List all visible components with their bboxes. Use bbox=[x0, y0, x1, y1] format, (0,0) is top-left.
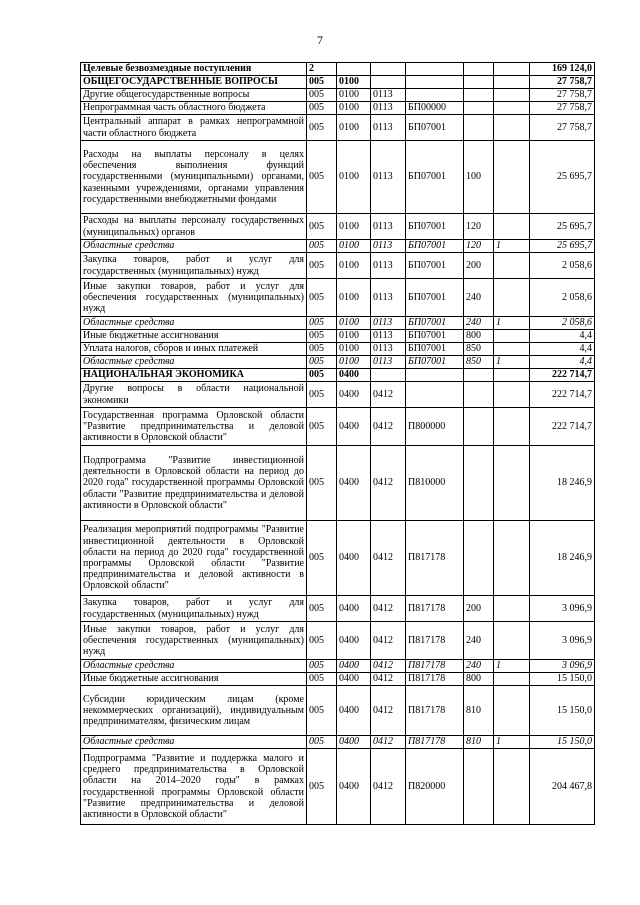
amount-cell: 3 096,9 bbox=[530, 660, 595, 673]
table-row bbox=[81, 521, 595, 596]
target-article-cell: БП07001 bbox=[406, 330, 464, 343]
expense-type-cell bbox=[464, 446, 494, 521]
row-name-cell: Иные бюджетные ассигнования bbox=[81, 673, 307, 686]
expense-type-cell bbox=[464, 63, 494, 76]
row-name-cell: Областные средства bbox=[81, 660, 307, 673]
funding-source-cell: 1 bbox=[494, 660, 530, 673]
subsection-code-cell: 0113 bbox=[371, 343, 406, 356]
ministry-code-cell: 005 bbox=[307, 214, 337, 240]
ministry-code-cell: 005 bbox=[307, 673, 337, 686]
table-row bbox=[81, 749, 595, 825]
expense-type-cell: 120 bbox=[464, 240, 494, 253]
target-article-cell: БП07001 bbox=[406, 356, 464, 369]
amount-cell: 25 695,7 bbox=[530, 141, 595, 214]
section-code-cell: 0400 bbox=[337, 596, 371, 622]
funding-source-cell: 1 bbox=[494, 317, 530, 330]
expense-type-cell: 100 bbox=[464, 141, 494, 214]
funding-source-cell bbox=[494, 749, 530, 825]
target-article-cell: БП07001 bbox=[406, 141, 464, 214]
ministry-code-cell: 005 bbox=[307, 253, 337, 279]
expense-type-cell: 240 bbox=[464, 317, 494, 330]
subsection-code-cell bbox=[371, 63, 406, 76]
table-row bbox=[81, 141, 595, 214]
subsection-code-cell: 0412 bbox=[371, 521, 406, 596]
ministry-code-cell: 005 bbox=[307, 660, 337, 673]
subsection-code-cell: 0412 bbox=[371, 596, 406, 622]
subsection-code-cell: 0113 bbox=[371, 279, 406, 317]
funding-source-cell bbox=[494, 102, 530, 115]
expense-type-cell bbox=[464, 749, 494, 825]
expense-type-cell bbox=[464, 521, 494, 596]
row-name-cell: Иные закупки товаров, работ и услуг для обеспечения государственных (муниципальных) нужд bbox=[81, 279, 307, 317]
section-code-cell bbox=[337, 63, 371, 76]
row-name-cell: ОБЩЕГОСУДАРСТВЕННЫЕ ВОПРОСЫ bbox=[81, 76, 307, 89]
page-number: 7 bbox=[317, 33, 323, 47]
subsection-code-cell: 0113 bbox=[371, 141, 406, 214]
subsection-code-cell: 0412 bbox=[371, 382, 406, 408]
section-code-cell: 0400 bbox=[337, 749, 371, 825]
amount-cell: 169 124,0 bbox=[530, 63, 595, 76]
amount-cell: 27 758,7 bbox=[530, 102, 595, 115]
target-article-cell: П800000 bbox=[406, 408, 464, 446]
target-article-cell: БП07001 bbox=[406, 240, 464, 253]
target-article-cell bbox=[406, 76, 464, 89]
amount-cell: 222 714,7 bbox=[530, 382, 595, 408]
table-row bbox=[81, 596, 595, 622]
subsection-code-cell: 0412 bbox=[371, 408, 406, 446]
funding-source-cell bbox=[494, 343, 530, 356]
row-name-cell: Областные средства bbox=[81, 317, 307, 330]
amount-cell: 2 058,6 bbox=[530, 317, 595, 330]
funding-source-cell bbox=[494, 369, 530, 382]
subsection-code-cell: 0113 bbox=[371, 317, 406, 330]
amount-cell: 4,4 bbox=[530, 356, 595, 369]
ministry-code-cell: 005 bbox=[307, 279, 337, 317]
row-name-cell: Закупка товаров, работ и услуг для государственных (муниципальных) нужд bbox=[81, 253, 307, 279]
row-name-cell: Непрограммная часть областного бюджета bbox=[81, 102, 307, 115]
table-row bbox=[81, 89, 595, 102]
table-row bbox=[81, 686, 595, 736]
amount-cell: 18 246,9 bbox=[530, 521, 595, 596]
target-article-cell bbox=[406, 89, 464, 102]
target-article-cell: П817178 bbox=[406, 596, 464, 622]
funding-source-cell bbox=[494, 382, 530, 408]
row-name-cell: Уплата налогов, сборов и иных платежей bbox=[81, 343, 307, 356]
subsection-code-cell: 0113 bbox=[371, 330, 406, 343]
table-row bbox=[81, 317, 595, 330]
funding-source-cell bbox=[494, 141, 530, 214]
section-code-cell: 0400 bbox=[337, 622, 371, 660]
target-article-cell bbox=[406, 369, 464, 382]
expense-type-cell bbox=[464, 115, 494, 141]
funding-source-cell bbox=[494, 330, 530, 343]
section-code-cell: 0400 bbox=[337, 382, 371, 408]
funding-source-cell: 1 bbox=[494, 240, 530, 253]
section-code-cell: 0100 bbox=[337, 317, 371, 330]
ministry-code-cell: 005 bbox=[307, 343, 337, 356]
section-code-cell: 0400 bbox=[337, 736, 371, 749]
section-code-cell: 0400 bbox=[337, 446, 371, 521]
section-code-cell: 0400 bbox=[337, 369, 371, 382]
row-name-cell: Закупка товаров, работ и услуг для государственных (муниципальных) нужд bbox=[81, 596, 307, 622]
ministry-code-cell: 005 bbox=[307, 76, 337, 89]
row-name-cell: Государственная программа Орловской области "Развитие предпринимательства и деловой активности в Орловской области" bbox=[81, 408, 307, 446]
expense-type-cell: 240 bbox=[464, 279, 494, 317]
target-article-cell: П817178 bbox=[406, 736, 464, 749]
section-code-cell: 0400 bbox=[337, 686, 371, 736]
target-article-cell bbox=[406, 382, 464, 408]
expense-type-cell: 240 bbox=[464, 660, 494, 673]
target-article-cell: П820000 bbox=[406, 749, 464, 825]
target-article-cell: БП07001 bbox=[406, 279, 464, 317]
table-row bbox=[81, 253, 595, 279]
subsection-code-cell: 0412 bbox=[371, 660, 406, 673]
ministry-code-cell: 005 bbox=[307, 89, 337, 102]
section-code-cell: 0100 bbox=[337, 253, 371, 279]
ministry-code-cell: 005 bbox=[307, 102, 337, 115]
amount-cell: 15 150,0 bbox=[530, 736, 595, 749]
section-code-cell: 0400 bbox=[337, 673, 371, 686]
amount-cell: 4,4 bbox=[530, 330, 595, 343]
target-article-cell: БП00000 bbox=[406, 102, 464, 115]
section-code-cell: 0100 bbox=[337, 214, 371, 240]
table-row bbox=[81, 330, 595, 343]
funding-source-cell bbox=[494, 214, 530, 240]
row-name-cell: Областные средства bbox=[81, 356, 307, 369]
section-code-cell: 0400 bbox=[337, 408, 371, 446]
amount-cell: 18 246,9 bbox=[530, 446, 595, 521]
ministry-code-cell: 005 bbox=[307, 317, 337, 330]
table-row bbox=[81, 408, 595, 446]
table-row bbox=[81, 622, 595, 660]
ministry-code-cell: 005 bbox=[307, 446, 337, 521]
funding-source-cell bbox=[494, 686, 530, 736]
target-article-cell: П810000 bbox=[406, 446, 464, 521]
table-row bbox=[81, 446, 595, 521]
section-code-cell: 0100 bbox=[337, 115, 371, 141]
table-row bbox=[81, 343, 595, 356]
amount-cell: 2 058,6 bbox=[530, 253, 595, 279]
table-row bbox=[81, 102, 595, 115]
row-name-cell: Другие вопросы в области национальной экономики bbox=[81, 382, 307, 408]
subsection-code-cell: 0113 bbox=[371, 89, 406, 102]
section-code-cell: 0100 bbox=[337, 102, 371, 115]
target-article-cell: П817178 bbox=[406, 673, 464, 686]
target-article-cell: БП07001 bbox=[406, 343, 464, 356]
expense-type-cell: 240 bbox=[464, 622, 494, 660]
budget-table bbox=[80, 62, 595, 825]
ministry-code-cell: 005 bbox=[307, 356, 337, 369]
ministry-code-cell: 005 bbox=[307, 330, 337, 343]
table-row bbox=[81, 356, 595, 369]
funding-source-cell bbox=[494, 673, 530, 686]
subsection-code-cell: 0412 bbox=[371, 686, 406, 736]
amount-cell: 222 714,7 bbox=[530, 369, 595, 382]
expense-type-cell: 850 bbox=[464, 356, 494, 369]
amount-cell: 3 096,9 bbox=[530, 622, 595, 660]
ministry-code-cell: 005 bbox=[307, 521, 337, 596]
expense-type-cell: 200 bbox=[464, 596, 494, 622]
expense-type-cell bbox=[464, 408, 494, 446]
expense-type-cell bbox=[464, 102, 494, 115]
target-article-cell bbox=[406, 63, 464, 76]
amount-cell: 25 695,7 bbox=[530, 214, 595, 240]
amount-cell: 15 150,0 bbox=[530, 686, 595, 736]
budget-table-body bbox=[81, 63, 595, 825]
expense-type-cell: 810 bbox=[464, 686, 494, 736]
amount-cell: 3 096,9 bbox=[530, 596, 595, 622]
table-row bbox=[81, 660, 595, 673]
table-row bbox=[81, 369, 595, 382]
row-name-cell: Областные средства bbox=[81, 240, 307, 253]
expense-type-cell bbox=[464, 76, 494, 89]
amount-cell: 222 714,7 bbox=[530, 408, 595, 446]
amount-cell: 25 695,7 bbox=[530, 240, 595, 253]
subsection-code-cell bbox=[371, 76, 406, 89]
row-name-cell: Субсидии юридическим лицам (кроме некоммерческих организаций), индивидуальным предпринимателям, физическим лицам bbox=[81, 686, 307, 736]
ministry-code-cell: 005 bbox=[307, 115, 337, 141]
section-code-cell: 0100 bbox=[337, 76, 371, 89]
ministry-code-cell: 005 bbox=[307, 382, 337, 408]
ministry-code-cell: 005 bbox=[307, 749, 337, 825]
section-code-cell: 0100 bbox=[337, 240, 371, 253]
funding-source-cell bbox=[494, 253, 530, 279]
funding-source-cell bbox=[494, 76, 530, 89]
ministry-code-cell: 005 bbox=[307, 369, 337, 382]
target-article-cell: БП07001 bbox=[406, 253, 464, 279]
amount-cell: 204 467,8 bbox=[530, 749, 595, 825]
amount-cell: 27 758,7 bbox=[530, 76, 595, 89]
funding-source-cell bbox=[494, 63, 530, 76]
expense-type-cell: 800 bbox=[464, 330, 494, 343]
row-name-cell: Расходы на выплаты персоналу государственных (муниципальных) органов bbox=[81, 214, 307, 240]
funding-source-cell bbox=[494, 115, 530, 141]
section-code-cell: 0400 bbox=[337, 521, 371, 596]
subsection-code-cell: 0412 bbox=[371, 673, 406, 686]
amount-cell: 2 058,6 bbox=[530, 279, 595, 317]
target-article-cell: П817178 bbox=[406, 521, 464, 596]
ministry-code-cell: 005 bbox=[307, 141, 337, 214]
subsection-code-cell bbox=[371, 369, 406, 382]
ministry-code-cell: 2 bbox=[307, 63, 337, 76]
subsection-code-cell: 0113 bbox=[371, 356, 406, 369]
subsection-code-cell: 0412 bbox=[371, 749, 406, 825]
row-name-cell: Центральный аппарат в рамках непрограммной части областного бюджета bbox=[81, 115, 307, 141]
table-row bbox=[81, 382, 595, 408]
ministry-code-cell: 005 bbox=[307, 240, 337, 253]
subsection-code-cell: 0412 bbox=[371, 446, 406, 521]
amount-cell: 4,4 bbox=[530, 343, 595, 356]
target-article-cell: БП07001 bbox=[406, 214, 464, 240]
expense-type-cell: 810 bbox=[464, 736, 494, 749]
ministry-code-cell: 005 bbox=[307, 736, 337, 749]
section-code-cell: 0100 bbox=[337, 343, 371, 356]
row-name-cell: Иные бюджетные ассигнования bbox=[81, 330, 307, 343]
subsection-code-cell: 0412 bbox=[371, 736, 406, 749]
table-row bbox=[81, 736, 595, 749]
row-name-cell: Реализация мероприятий подпрограммы "Развитие инвестиционной деятельности в Орловской области на период до 2020 года" государственной программы Орловской области "Развитие предпринимательства и деловой активности в Орловской области" bbox=[81, 521, 307, 596]
row-name-cell: Подпрограмма "Развитие и поддержка малого и среднего предпринимательства в Орловской области на 2014–2020 годы" в рамках государственной программы Орловской области "Развитие предпринимательства и деловой активности в Орловской области" bbox=[81, 749, 307, 825]
table-row bbox=[81, 76, 595, 89]
target-article-cell: БП07001 bbox=[406, 115, 464, 141]
amount-cell: 27 758,7 bbox=[530, 89, 595, 102]
target-article-cell: П817178 bbox=[406, 622, 464, 660]
subsection-code-cell: 0113 bbox=[371, 253, 406, 279]
expense-type-cell bbox=[464, 382, 494, 408]
row-name-cell: Другие общегосударственные вопросы bbox=[81, 89, 307, 102]
target-article-cell: БП07001 bbox=[406, 317, 464, 330]
funding-source-cell bbox=[494, 279, 530, 317]
section-code-cell: 0100 bbox=[337, 89, 371, 102]
ministry-code-cell: 005 bbox=[307, 686, 337, 736]
funding-source-cell bbox=[494, 446, 530, 521]
target-article-cell: П817178 bbox=[406, 686, 464, 736]
target-article-cell: П817178 bbox=[406, 660, 464, 673]
expense-type-cell: 120 bbox=[464, 214, 494, 240]
amount-cell: 27 758,7 bbox=[530, 115, 595, 141]
funding-source-cell: 1 bbox=[494, 356, 530, 369]
funding-source-cell bbox=[494, 408, 530, 446]
amount-cell: 15 150,0 bbox=[530, 673, 595, 686]
table-row bbox=[81, 214, 595, 240]
section-code-cell: 0400 bbox=[337, 660, 371, 673]
funding-source-cell bbox=[494, 89, 530, 102]
subsection-code-cell: 0113 bbox=[371, 115, 406, 141]
subsection-code-cell: 0412 bbox=[371, 622, 406, 660]
row-name-cell: Подпрограмма "Развитие инвестиционной деятельности в Орловской области на период до 2020 года" государственной программы Орловской области "Развитие предпринимательства и деловой активности в Орловской области" bbox=[81, 446, 307, 521]
expense-type-cell: 200 bbox=[464, 253, 494, 279]
funding-source-cell bbox=[494, 521, 530, 596]
section-code-cell: 0100 bbox=[337, 279, 371, 317]
subsection-code-cell: 0113 bbox=[371, 214, 406, 240]
expense-type-cell: 850 bbox=[464, 343, 494, 356]
table-row bbox=[81, 240, 595, 253]
section-code-cell: 0100 bbox=[337, 141, 371, 214]
expense-type-cell bbox=[464, 89, 494, 102]
subsection-code-cell: 0113 bbox=[371, 102, 406, 115]
subsection-code-cell: 0113 bbox=[371, 240, 406, 253]
table-row bbox=[81, 115, 595, 141]
funding-source-cell bbox=[494, 596, 530, 622]
table-row bbox=[81, 63, 595, 76]
row-name-cell: Иные закупки товаров, работ и услуг для обеспечения государственных (муниципальных) нужд bbox=[81, 622, 307, 660]
table-row bbox=[81, 279, 595, 317]
table-row bbox=[81, 673, 595, 686]
row-name-cell: Целевые безвозмездные поступления bbox=[81, 63, 307, 76]
row-name-cell: Областные средства bbox=[81, 736, 307, 749]
expense-type-cell: 800 bbox=[464, 673, 494, 686]
section-code-cell: 0100 bbox=[337, 330, 371, 343]
expense-type-cell bbox=[464, 369, 494, 382]
ministry-code-cell: 005 bbox=[307, 596, 337, 622]
section-code-cell: 0100 bbox=[337, 356, 371, 369]
ministry-code-cell: 005 bbox=[307, 622, 337, 660]
funding-source-cell bbox=[494, 622, 530, 660]
row-name-cell: НАЦИОНАЛЬНАЯ ЭКОНОМИКА bbox=[81, 369, 307, 382]
funding-source-cell: 1 bbox=[494, 736, 530, 749]
ministry-code-cell: 005 bbox=[307, 408, 337, 446]
row-name-cell: Расходы на выплаты персоналу в целях обеспечения выполнения функций государственными (муниципальными) органами, казенными учреждениями, органами управления государственными внебюджетными фондами bbox=[81, 141, 307, 214]
